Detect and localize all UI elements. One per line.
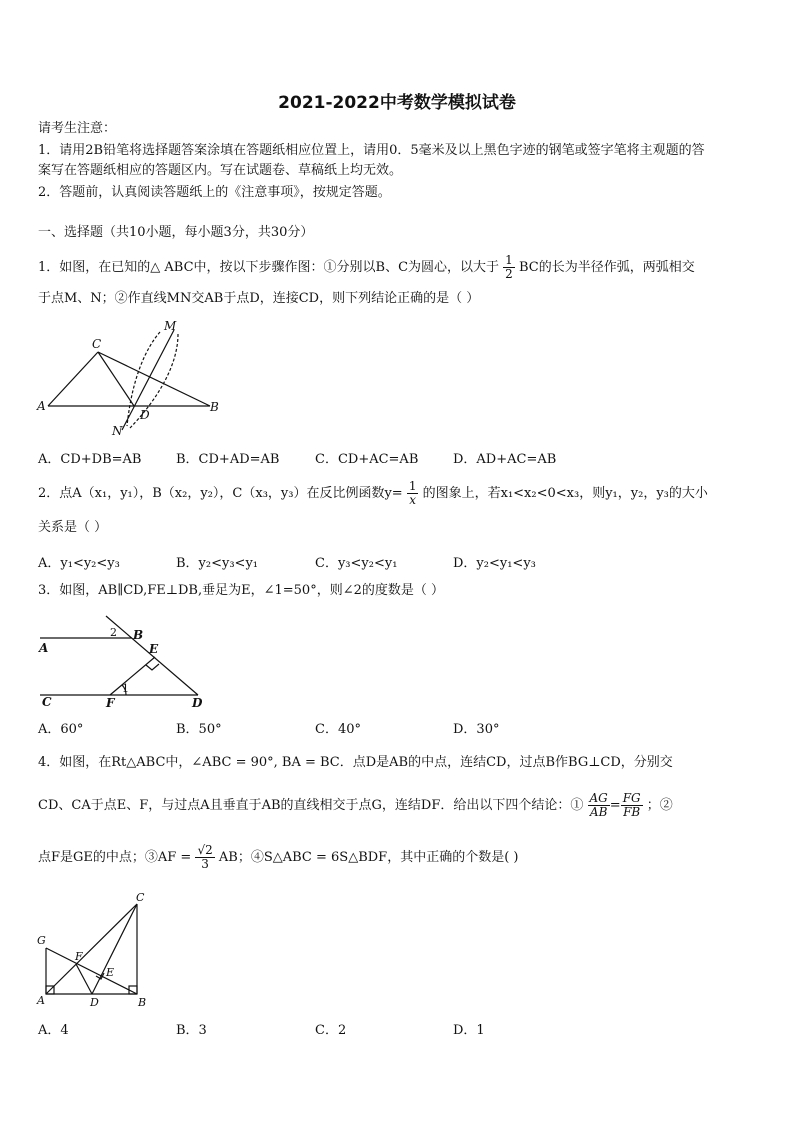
notice-line-2: 案写在答题纸相应的答题区内。写在试题卷、草稿纸上均无效。: [38, 163, 403, 178]
q4-frac1-num: AG: [589, 791, 608, 805]
q2-fraction: [407, 480, 419, 507]
q4-label-F: F: [75, 950, 83, 963]
q4-frac1-den: AB: [589, 805, 608, 819]
q1-fraction: [503, 254, 515, 281]
q2-text-b: 的图象上，若x₁<x₂<0<x₃，则y₁，y₂，y₃的大小: [422, 486, 708, 501]
q4-line3-text-b: AB；④S△ABC = 6S△BDF，其中正确的个数是( ): [218, 850, 519, 865]
q4-label-D: D: [90, 996, 99, 1009]
q4-segment-FD: [76, 964, 92, 994]
q1-option-a: A．CD+DB=AB: [38, 452, 142, 467]
q1-option-d: D．AD+AC=AB: [453, 452, 557, 467]
q4-segment-DC: [92, 904, 137, 994]
q1-label-B: B: [210, 400, 219, 414]
q4-label-C: C: [136, 891, 145, 904]
q4-option-c: C．2: [315, 1023, 347, 1038]
q3-label-E: E: [149, 642, 159, 656]
q4-frac2-num: FG: [622, 791, 641, 805]
q1-frac-num: 1: [505, 253, 513, 267]
q4-equals: =: [609, 798, 621, 813]
q4-segment-AC: [46, 904, 137, 994]
q3-right-angle-mark: [146, 664, 159, 670]
q1-figure: [34, 318, 220, 440]
q3-figure: [34, 612, 214, 710]
q1-line-1: [38, 254, 695, 281]
q3-label-F: F: [106, 696, 115, 710]
q4-label-A: A: [37, 994, 45, 1007]
q4-label-B: B: [138, 996, 147, 1009]
q1-segment-AC: [48, 352, 98, 406]
q4-line2-text-a: CD、CA于点E、F，与过点A且垂直于AB的直线相交于点G，连结DF．给出以下四个结论：①: [38, 798, 584, 813]
q4-line3-text-a: 点F是GE的中点；③AF =: [38, 850, 192, 865]
q2-option-c: C．y₃<y₂<y₁: [315, 556, 398, 571]
q1-option-b: B．CD+AD=AB: [176, 452, 280, 467]
q3-label-B: B: [133, 628, 144, 642]
q4-option-d: D．1: [453, 1023, 485, 1038]
q3-label-A: A: [39, 641, 49, 655]
q1-text-b: BC的长为半径作弧，两弧相交: [518, 260, 695, 275]
notice-heading: 请考生注意：: [38, 121, 117, 136]
q2-line-2: 关系是（ ）: [38, 520, 108, 535]
q4-frac3-num: √2: [197, 843, 213, 857]
q1-label-D: D: [140, 408, 150, 422]
q4-fraction-fg-fb: [621, 792, 643, 819]
q4-line-3: [38, 844, 518, 871]
q1-label-N: N: [112, 424, 123, 438]
q4-frac2-den: FB: [623, 805, 641, 819]
q2-frac-num: 1: [408, 479, 417, 493]
q1-text-a: 1．如图，在已知的△ ABC中，按以下步骤作图：①分别以B、C为圆心，以大于: [38, 260, 500, 275]
page-title: 2021-2022中考数学模拟试卷: [278, 93, 516, 113]
q4-fraction-sqrt2-3: [195, 844, 214, 871]
q1-label-C: C: [92, 337, 102, 351]
q3-line-1: 3．如图，AB∥CD,FE⊥DB,垂足为E，∠1=50°，则∠2的度数是（ ）: [38, 583, 444, 598]
q3-label-D: D: [192, 696, 203, 710]
q1-frac-den: 2: [505, 267, 513, 281]
q1-label-M: M: [164, 319, 177, 333]
q3-option-b: B．50°: [176, 722, 222, 737]
q2-option-b: B．y₂<y₃<y₁: [176, 556, 259, 571]
notice-line-1: 1．请用2B铅笔将选择题答案涂填在答题纸相应位置上，请用0．5毫米及以上黑色字迹的钢笔或签字笔将主观题的答: [38, 143, 705, 158]
q1-option-c: C．CD+AC=AB: [315, 452, 419, 467]
q4-line-1: 4．如图，在Rt△ABC中，∠ABC = 90°, BA = BC．点D是AB的中点，连结CD，过点B作BG⊥CD，分别交: [38, 755, 673, 770]
section-heading: 一、选择题（共10小题，每小题3分，共30分）: [38, 225, 314, 240]
q3-label-C: C: [42, 695, 52, 709]
q3-option-d: D．30°: [453, 722, 500, 737]
q1-label-A: A: [37, 399, 46, 413]
q2-line-1: [38, 480, 708, 507]
q3-option-a: A．60°: [38, 722, 84, 737]
q1-segment-CB: [98, 352, 210, 406]
q4-label-E: E: [106, 966, 115, 979]
notice-line-3: 2．答题前，认真阅读答题纸上的《注意事项》，按规定答题。: [38, 185, 391, 200]
q2-text-a: 2．点A（x₁，y₁），B（x₂，y₂），C（x₃，y₃）在反比例函数y=: [38, 486, 403, 501]
q3-segment-FE: [110, 657, 155, 695]
q2-option-d: D．y₂<y₁<y₃: [453, 556, 536, 571]
q4-option-a: A．4: [38, 1023, 69, 1038]
q4-frac3-den: 3: [201, 857, 209, 871]
q1-arc-right: [130, 334, 178, 428]
q4-label-G: G: [37, 934, 46, 947]
q4-option-b: B．3: [176, 1023, 207, 1038]
q4-line-2: [38, 792, 673, 819]
q4-figure: [34, 888, 164, 1012]
q1-line-2: 于点M、N；②作直线MN交AB于点D，连接CD，则下列结论正确的是（ ）: [38, 291, 480, 306]
q3-label-angle-1: 1: [122, 682, 129, 695]
q3-label-angle-2: 2: [110, 626, 117, 639]
q4-segment-GB: [46, 948, 137, 994]
q4-fraction-ag-ab: [588, 792, 610, 819]
q3-option-c: C．40°: [315, 722, 361, 737]
q2-frac-den: x: [409, 493, 417, 507]
q2-option-a: A．y₁<y₂<y₃: [38, 556, 120, 571]
q4-line2-text-b: ；②: [646, 798, 673, 813]
